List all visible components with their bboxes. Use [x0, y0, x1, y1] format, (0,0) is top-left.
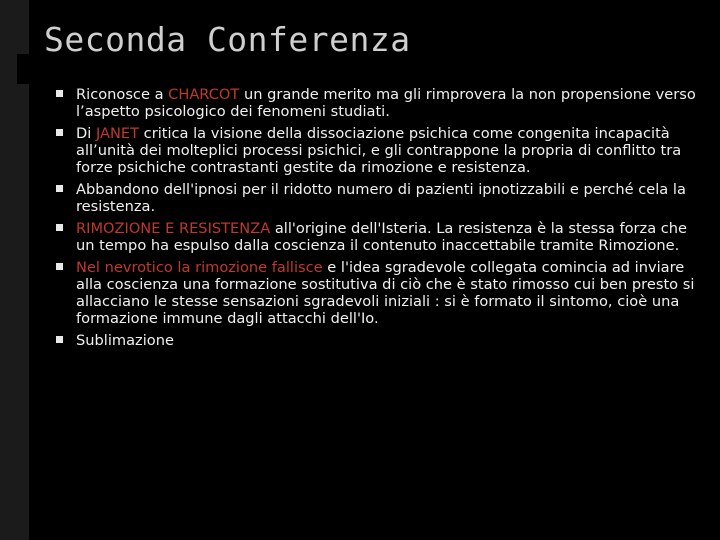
item-text-post: Sublimazione: [76, 332, 174, 349]
bullet-item-sublimazione: [56, 332, 696, 349]
item-highlight: JANET: [95, 125, 140, 142]
square-bullet-icon: [56, 336, 63, 343]
item-text-post: critica la visione della dissociazione psichica come congenita incapacità all’unità dei molteplici processi psichici, e gli contrappone la propria di conflitto tra forze psichiche contrastanti gestite da rimozione e resistenza.: [76, 125, 682, 176]
bullet-item-charcot: [56, 86, 696, 120]
item-text-post: all'origine dell'Isteria. La resistenza è la stessa forza che un tempo ha espulso dalla coscienza il contenuto inaccettabile tramite Rimozione.: [76, 220, 688, 254]
item-text-pre: Riconosce a: [76, 86, 169, 103]
square-bullet-icon: [56, 129, 63, 136]
square-bullet-icon: [56, 185, 63, 192]
item-highlight: RIMOZIONE E RESISTENZA: [76, 220, 271, 237]
item-text-post: e l'idea sgradevole collegata comincia ad inviare alla coscienza una formazione sostitutiva di ciò che è stato rimosso cui ben presto si allacciano le stesse sensazioni sgradevoli iniziali : si è formato il sintomo, cioè una formazione immune dagli attacchi dell'Io.: [76, 259, 695, 327]
bullet-list: [56, 86, 696, 354]
item-highlight: CHARCOT: [168, 86, 240, 103]
item-text-post: Abbandono dell'ipnosi per il ridotto numero di pazienti ipnotizzabili e perché cela la resistenza.: [76, 181, 686, 215]
left-accent-mark: [17, 54, 29, 84]
square-bullet-icon: [56, 90, 63, 97]
bullet-item-nevrotico: [56, 259, 696, 327]
square-bullet-icon: [56, 263, 63, 270]
item-text-post: un grande merito ma gli rimprovera la non propensione verso l’aspetto psicologico dei fenomeni studiati.: [76, 86, 696, 120]
bullet-item-janet: [56, 125, 696, 176]
item-text-pre: Di: [76, 125, 96, 142]
item-highlight: Nel nevrotico la rimozione fallisce: [76, 259, 323, 276]
bullet-item-rimozione-resistenza: [56, 220, 696, 254]
bullet-item-ipnosi: [56, 181, 696, 215]
slide-title: Seconda Conferenza: [44, 20, 411, 59]
square-bullet-icon: [56, 224, 63, 231]
